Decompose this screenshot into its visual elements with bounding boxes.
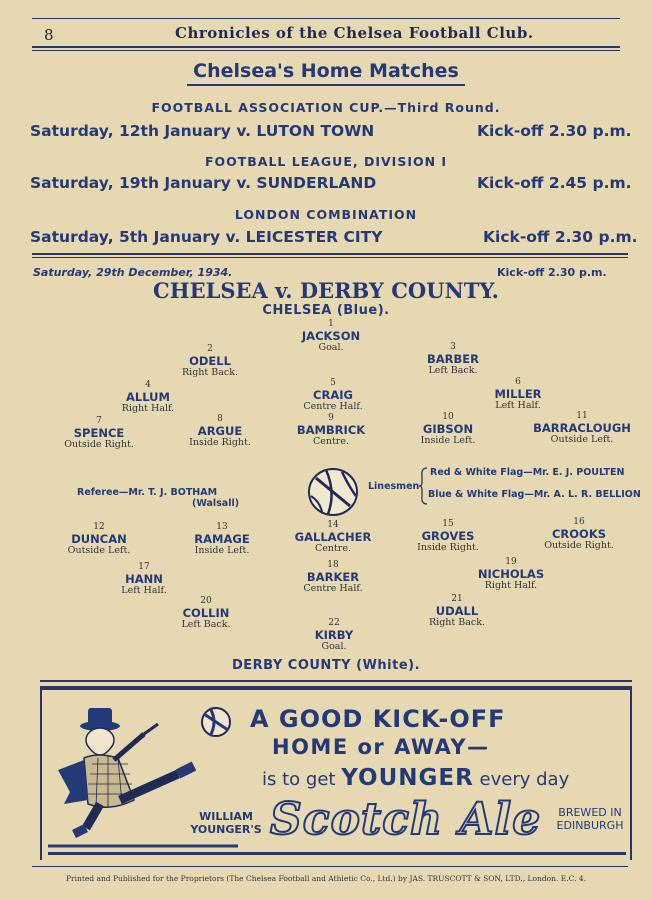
- player-nicholas: 19 NICHOLAS Right Half.: [477, 557, 545, 591]
- header-rule: [32, 46, 620, 48]
- fixture-1-line: Saturday, 12th January v. LUTON TOWN: [30, 122, 375, 140]
- player-crooks: 16 CROOKS Outside Right.: [544, 517, 614, 551]
- player-miller: 6 MILLER Left Half.: [494, 377, 542, 411]
- match-title: CHELSEA v. DERBY COUNTY.: [153, 278, 499, 303]
- player-jackson: 1 JACKSON Goal.: [301, 319, 361, 353]
- away-team-label: DERBY COUNTY (White).: [231, 658, 421, 673]
- ad-top-rule-thick: [40, 686, 632, 690]
- section-rule-thin: [32, 257, 628, 258]
- linesman-2: Blue & White Flag—Mr. A. L. R. BELLION: [428, 489, 641, 500]
- page-number: 8: [44, 26, 54, 44]
- fixture-2-line: Saturday, 19th January v. SUNDERLAND: [30, 174, 377, 192]
- player-barraclough: 11 BARRACLOUGH Outside Left.: [533, 411, 631, 445]
- printer-imprint: Printed and Published for the Proprietors (The Chelsea Football and Athletic Co., Ltd.) by JAS. TRUSCOTT & SON, LTD., London. E.C. 4.: [65, 874, 586, 883]
- fixture-1-competition: FOOTBALL ASSOCIATION CUP.—Third Round.: [151, 100, 501, 115]
- ad-ground-rule: [48, 852, 626, 855]
- match-date: Saturday, 29th December, 1934.: [33, 266, 233, 279]
- football-icon: [306, 466, 360, 518]
- player-hann: 17 HANN Left Half.: [121, 562, 167, 596]
- fixture-3-line: Saturday, 5th January v. LEICESTER CITY: [30, 228, 383, 246]
- player-groves: 15 GROVES Inside Right.: [417, 519, 479, 553]
- player-spence: 7 SPENCE Outside Right.: [64, 416, 134, 450]
- fixture-3-kickoff: Kick-off 2.30 p.m.: [483, 228, 638, 246]
- fixture-3-competition: LONDON COMBINATION: [234, 207, 418, 222]
- player-gallacher: 14 GALLACHER Centre.: [294, 520, 372, 554]
- ad-brewed-in: BREWED IN EDINBURGH: [556, 806, 624, 833]
- fixture-1-kickoff: Kick-off 2.30 p.m.: [477, 122, 632, 140]
- referee-club: (Walsall): [192, 498, 240, 509]
- ad-subheadline: HOME or AWAY—: [272, 735, 490, 759]
- ad-brewer-name: WILLIAM YOUNGER'S: [190, 810, 262, 837]
- player-gibson: 10 GIBSON Inside Left.: [420, 412, 476, 446]
- section-rule: [32, 253, 628, 255]
- player-barber: 3 BARBER Left Back.: [427, 342, 479, 376]
- referee: Referee—Mr. T. J. BOTHAM: [77, 487, 218, 498]
- ad-top-rule: [40, 680, 632, 682]
- player-odell: 2 ODELL Right Back.: [182, 344, 238, 378]
- player-udall: 21 UDALL Right Back.: [429, 594, 485, 628]
- player-duncan: 12 DUNCAN Outside Left.: [67, 522, 131, 556]
- player-barker: 18 BARKER Centre Half.: [303, 560, 363, 594]
- ad-tagline: is to get YOUNGER every day: [262, 765, 570, 791]
- player-argue: 8 ARGUE Inside Right.: [189, 414, 251, 448]
- player-ramage: 13 RAMAGE Inside Left.: [194, 522, 250, 556]
- fixture-2-kickoff: Kick-off 2.45 p.m.: [477, 174, 632, 192]
- footer-rule: [32, 866, 628, 867]
- fixture-2-competition: FOOTBALL LEAGUE, DIVISION I: [204, 154, 448, 169]
- player-craig: 5 CRAIG Centre Half.: [303, 378, 363, 412]
- ad-right-border: [630, 690, 632, 860]
- running-title: Chronicles of the Chelsea Football Club.: [175, 24, 534, 42]
- home-team-label: CHELSEA (Blue).: [262, 303, 390, 318]
- brace-icon: [418, 466, 428, 506]
- match-kickoff: Kick-off 2.30 p.m.: [497, 266, 607, 279]
- ad-left-border: [40, 690, 42, 860]
- player-collin: 20 COLLIN Left Back.: [181, 596, 231, 630]
- section-title: Chelsea's Home Matches: [0, 60, 652, 82]
- header-rule-thin: [32, 50, 620, 51]
- player-kirby: 22 KIRBY Goal.: [314, 618, 354, 652]
- linesman-1: Red & White Flag—Mr. E. J. POULTEN: [430, 467, 625, 478]
- ad-headline: A GOOD KICK-OFF: [250, 705, 506, 733]
- player-bambrick: 9 BAMBRICK Centre.: [296, 413, 366, 447]
- top-rule: [32, 18, 620, 19]
- linesmen-label: Linesmen: [368, 481, 420, 492]
- player-allum: 4 ALLUM Right Half.: [121, 380, 175, 414]
- ad-brand: Scotch Ale: [270, 794, 542, 845]
